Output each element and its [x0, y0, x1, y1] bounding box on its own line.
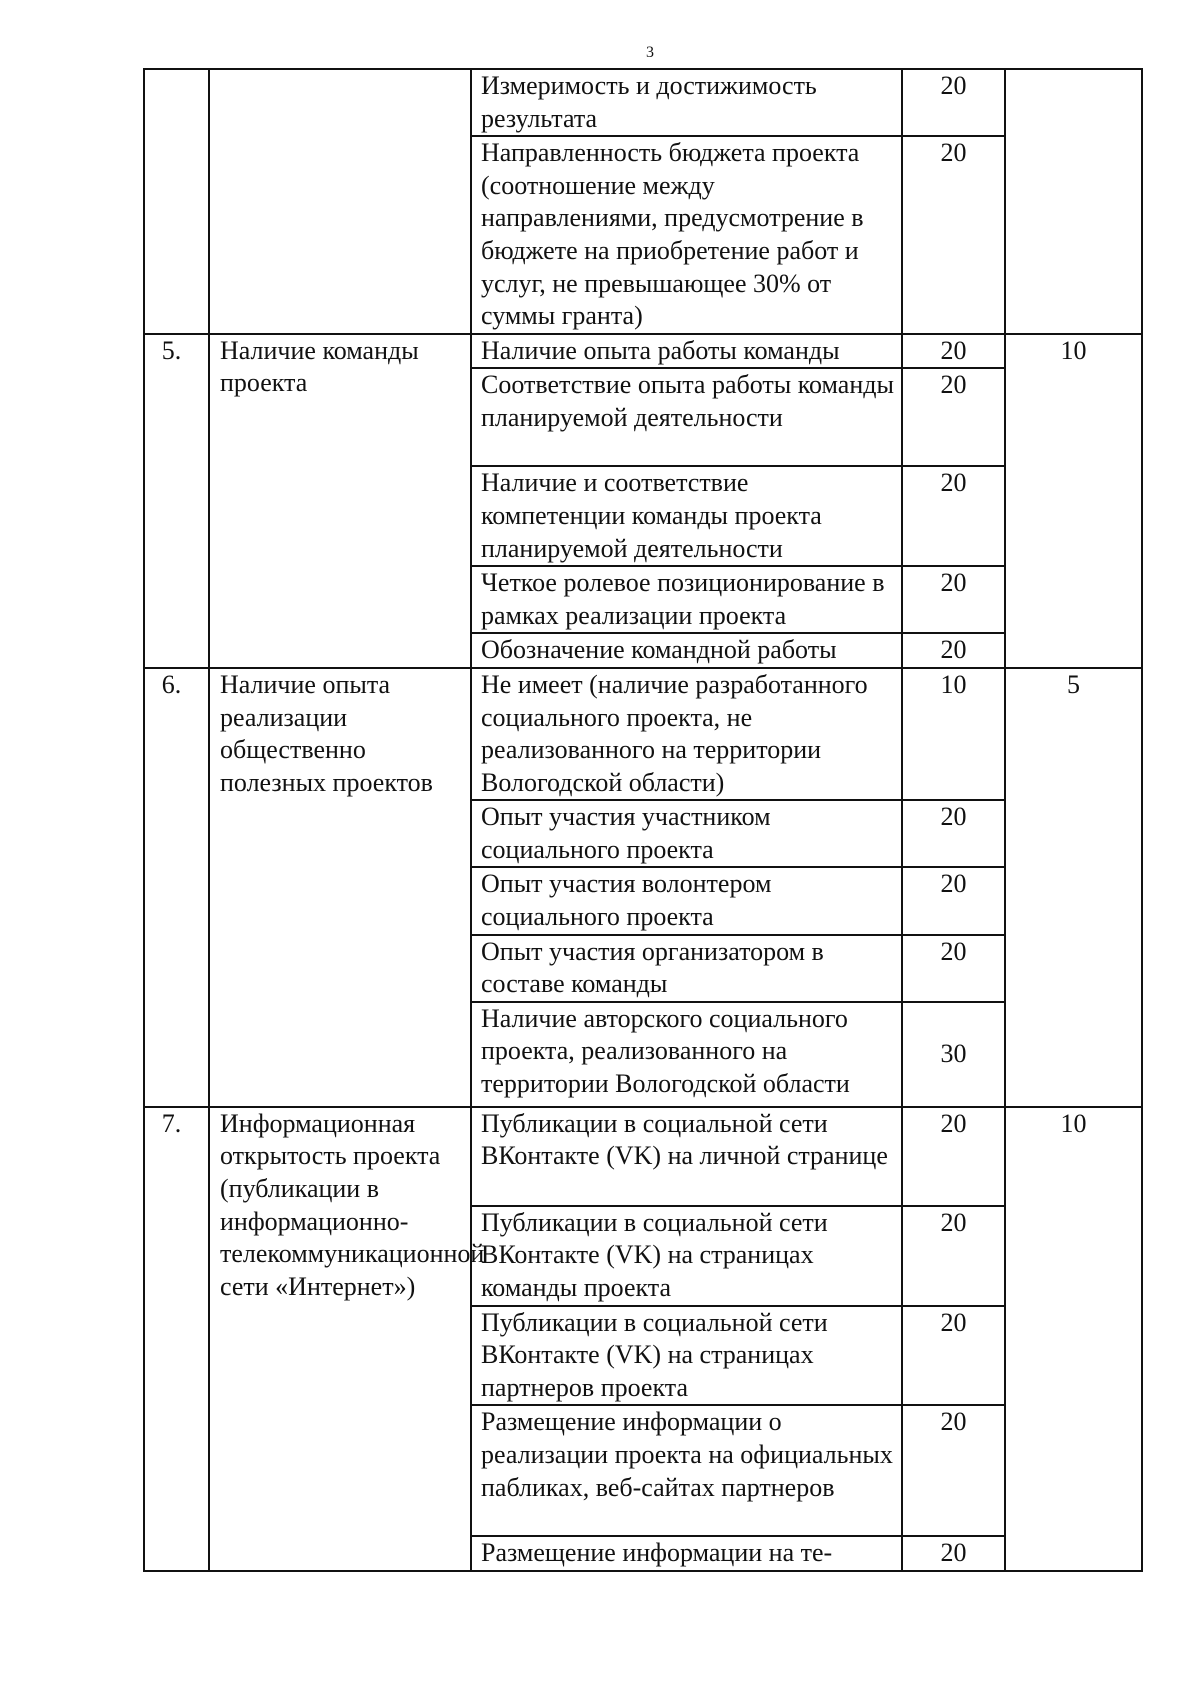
subcriterion-score: 20	[902, 1107, 1005, 1206]
subcriterion-text: Опыт участия организатором в составе команды	[471, 935, 902, 1002]
subcriterion-score: 30	[902, 1002, 1005, 1107]
criterion-number: 6.	[144, 668, 209, 1107]
table-row	[144, 69, 1142, 136]
subcriterion-text: Соответствие опыта работы команды планируемой деятельности	[471, 368, 902, 466]
subcriterion-score: 20	[902, 633, 1005, 668]
criterion-number: 7.	[144, 1107, 209, 1571]
subcriterion-text: Обозначение командной работы	[471, 633, 902, 668]
subcriterion-text: Не имеет (наличие разработанного социального проекта, не реализованного на территории Вологодской области)	[471, 668, 902, 800]
subcriterion-text: Направленность бюджета проекта (соотношение между направлениями, предусмотрение в бюджете на приобретение работ и услуг, не превышающее 30% от суммы гранта)	[471, 136, 902, 334]
subcriterion-score: 20	[902, 368, 1005, 466]
subcriterion-score: 20	[902, 334, 1005, 369]
subcriterion-score: 10	[902, 668, 1005, 800]
criterion-weight	[1005, 69, 1142, 334]
subcriterion-score: 20	[902, 69, 1005, 136]
subcriterion-score: 20	[902, 1405, 1005, 1536]
subcriterion-score: 20	[902, 1536, 1005, 1571]
criterion-number	[144, 69, 209, 334]
criterion-name: Наличие опыта реализации общественно полезных проектов	[209, 668, 471, 1107]
subcriterion-score: 20	[902, 136, 1005, 334]
subcriterion-text: Публикации в социальной сети ВКонтакте (VK) на страницах команды проекта	[471, 1206, 902, 1306]
criterion-weight: 10	[1005, 334, 1142, 668]
subcriterion-score: 20	[902, 566, 1005, 633]
page-number: 3	[646, 44, 654, 61]
subcriterion-text: Опыт участия волонтером социального проекта	[471, 867, 902, 934]
subcriterion-text: Размещение информации о реализации проекта на официальных пабликах, веб-сайтах партнеров	[471, 1405, 902, 1536]
table-row	[144, 668, 1142, 800]
subcriterion-text: Измеримость и достижимость результата	[471, 69, 902, 136]
criterion-number: 5.	[144, 334, 209, 668]
subcriterion-text: Наличие авторского социального проекта, реализованного на территории Вологодской области	[471, 1002, 902, 1107]
criterion-name: Информационная открытость проекта (публикации в информационно-телекоммуникационной сети «Интернет»)	[209, 1107, 471, 1571]
criterion-weight: 10	[1005, 1107, 1142, 1571]
subcriterion-score: 20	[902, 800, 1005, 867]
subcriterion-score: 20	[902, 466, 1005, 566]
subcriterion-score: 20	[902, 1206, 1005, 1306]
criterion-name: Наличие команды проекта	[209, 334, 471, 668]
subcriterion-text: Публикации в социальной сети ВКонтакте (VK) на личной странице	[471, 1107, 902, 1206]
subcriterion-text: Размещение информации на те-	[471, 1536, 902, 1571]
table-row	[144, 334, 1142, 369]
subcriterion-text: Опыт участия участником социального проекта	[471, 800, 902, 867]
subcriterion-text: Публикации в социальной сети ВКонтакте (VK) на страницах партнеров проекта	[471, 1306, 902, 1406]
criterion-name	[209, 69, 471, 334]
subcriterion-score: 20	[902, 867, 1005, 934]
subcriterion-text: Наличие опыта работы команды	[471, 334, 902, 369]
subcriterion-score: 20	[902, 935, 1005, 1002]
subcriterion-text: Наличие и соответствие компетенции команды проекта планируемой деятельности	[471, 466, 902, 566]
subcriterion-score: 20	[902, 1306, 1005, 1406]
criteria-table	[143, 68, 1143, 1572]
criterion-weight: 5	[1005, 668, 1142, 1107]
subcriterion-text: Четкое ролевое позиционирование в рамках реализации проекта	[471, 566, 902, 633]
table-row	[144, 1107, 1142, 1206]
